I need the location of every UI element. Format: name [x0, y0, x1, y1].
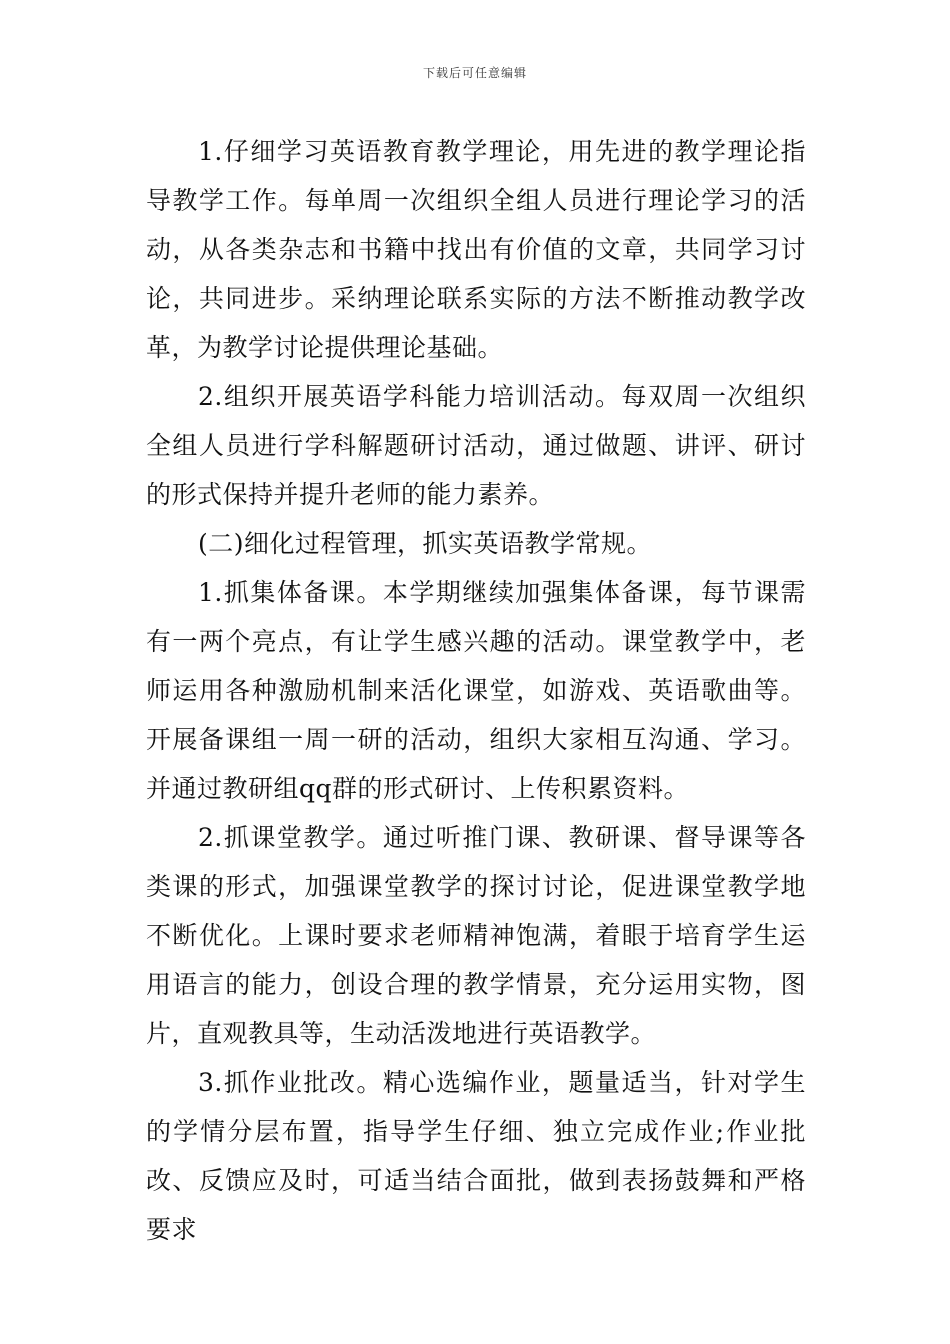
- document-body: [146, 127, 806, 1254]
- paragraph: 3.抓作业批改。精心选编作业，题量适当，针对学生的学情分层布置，指导学生仔细、独立完成作业;作业批改、反馈应及时，可适当结合面批，做到表扬鼓舞和严格要求: [146, 1068, 806, 1244]
- paragraph: 1.抓集体备课。本学期继续加强集体备课，每节课需有一两个亮点，有让学生感兴趣的活动。课堂教学中，老师运用各种激励机制来活化课堂，如游戏、英语歌曲等。开展备课组一周一研的活动，组织大家相互沟通、学习。并通过教研组qq群的形式研讨、上传积累资料。: [146, 578, 806, 803]
- paragraph: 2.组织开展英语学科能力培训活动。每双周一次组织全组人员进行学科解题研讨活动，通过做题、讲评、研讨的形式保持并提升老师的能力素养。: [146, 382, 806, 509]
- paragraph: 1.仔细学习英语教育教学理论，用先进的教学理论指导教学工作。每单周一次组织全组人员进行理论学习的活动，从各类杂志和书籍中找出有价值的文章，共同学习讨论，共同进步。采纳理论联系实际的方法不断推动教学改革，为教学讨论提供理论基础。: [146, 137, 806, 362]
- header-note: 下载后可任意编辑: [422, 66, 527, 80]
- paragraph: 2.抓课堂教学。通过听推门课、教研课、督导课等各类课的形式，加强课堂教学的探讨讨论，促进课堂教学地不断优化。上课时要求老师精神饱满，着眼于培育学生运用语言的能力，创设合理的教学情景，充分运用实物，图片，直观教具等，生动活泼地进行英语教学。: [146, 823, 806, 1048]
- section-heading: (二)细化过程管理，抓实英语教学常规。: [198, 529, 653, 558]
